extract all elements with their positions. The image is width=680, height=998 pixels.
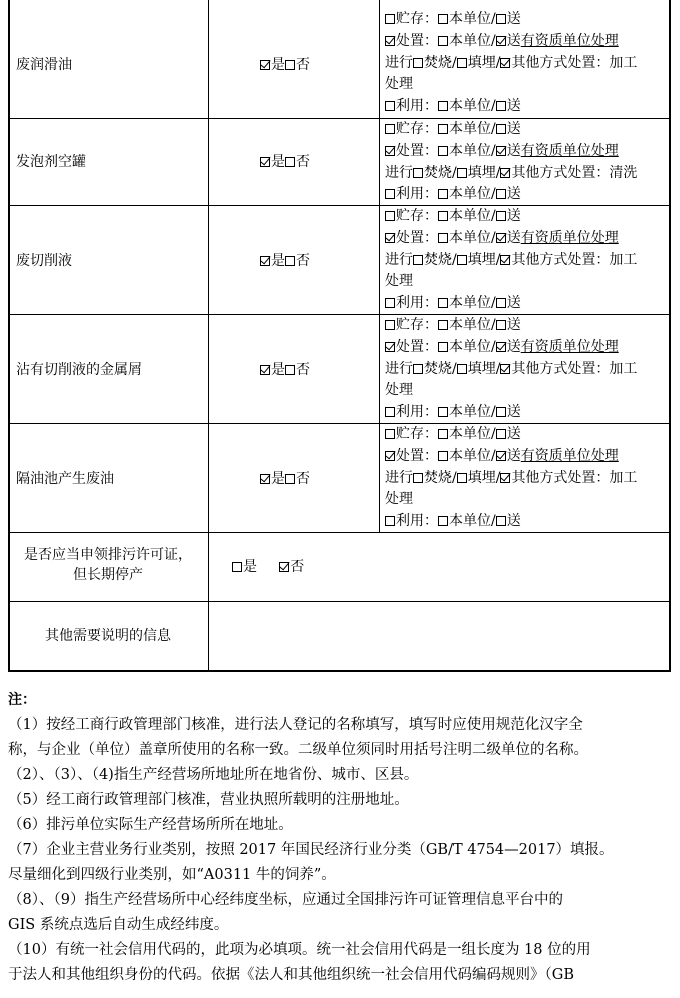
disposal-text: 本单位/ bbox=[449, 513, 496, 530]
note-line: 尽量细化到四级行业类别，如“A0311 牛的饲养”。 bbox=[8, 867, 336, 883]
checked-box-icon[interactable] bbox=[385, 36, 395, 46]
checkbox-icon[interactable] bbox=[385, 211, 395, 221]
disposal-text: 本单位/ bbox=[449, 186, 496, 203]
checkbox-icon[interactable] bbox=[385, 189, 395, 199]
note-line: （8）、（9）指生产经营场所中心经纬度坐标，应通过全国排污许可证管理信息平台中的 bbox=[8, 892, 563, 908]
disposal-text: 填埋/ bbox=[467, 251, 501, 268]
checkbox-icon[interactable] bbox=[438, 298, 448, 308]
disposal-text: 焚烧/ bbox=[424, 164, 457, 181]
disposal-text: 贮存： bbox=[396, 317, 438, 333]
disposal-text: 处置： bbox=[396, 447, 438, 464]
disposal-line bbox=[385, 206, 670, 228]
checked-box-icon[interactable] bbox=[496, 233, 506, 243]
disposal-text: 本单位/ bbox=[449, 295, 496, 312]
checked-box-icon[interactable] bbox=[500, 168, 510, 178]
disposal-text: 本单位/ bbox=[449, 32, 496, 49]
checkbox-icon[interactable] bbox=[496, 124, 506, 134]
disposal-text: 填埋/ bbox=[467, 164, 501, 181]
checkbox-icon[interactable] bbox=[438, 233, 448, 243]
disposal-line bbox=[385, 141, 670, 163]
checkbox-icon[interactable] bbox=[496, 407, 506, 417]
disposal-text: 利用： bbox=[396, 513, 438, 530]
underlined-text: 有资质单位处理 bbox=[520, 447, 619, 464]
checkbox-icon[interactable] bbox=[496, 516, 506, 526]
disposal-text: 送 bbox=[506, 98, 521, 115]
disposal-text: 进行 bbox=[385, 469, 413, 486]
disposal-text: 送 bbox=[506, 338, 521, 355]
checkbox-icon[interactable] bbox=[413, 364, 423, 374]
disposal-text: 本单位/ bbox=[449, 229, 496, 246]
disposal-text: 处置： bbox=[396, 142, 438, 159]
disposal-text: 本单位/ bbox=[449, 142, 496, 159]
checkbox-icon[interactable] bbox=[496, 14, 506, 24]
checked-box-icon[interactable] bbox=[496, 146, 506, 156]
checkbox-icon[interactable] bbox=[232, 562, 242, 572]
disposal-cell bbox=[385, 315, 670, 424]
checkbox-icon[interactable] bbox=[385, 407, 395, 417]
disposal-line bbox=[385, 53, 670, 75]
checkbox-icon[interactable] bbox=[413, 473, 423, 483]
disposal-text: 进行 bbox=[385, 360, 413, 377]
underlined-text: 有资质单位处理 bbox=[520, 338, 619, 355]
waste-yesno: 是 否 bbox=[260, 469, 310, 489]
permit-options: 是 否 bbox=[232, 557, 304, 577]
note-line: （7）企业主营业务行业类别，按照 2017 年国民经济行业分类（GB/T 4754—2017）填报。 bbox=[8, 842, 614, 858]
disposal-line bbox=[385, 31, 670, 53]
disposal-text: 贮存： bbox=[396, 121, 438, 137]
disposal-line bbox=[385, 315, 670, 337]
waste-name: 废切削液 bbox=[16, 253, 72, 269]
checkbox-icon[interactable] bbox=[413, 168, 423, 178]
disposal-text: 其他方式处置：加工 bbox=[511, 54, 638, 71]
checkbox-icon[interactable] bbox=[285, 256, 295, 266]
checkbox-icon[interactable] bbox=[438, 429, 448, 439]
disposal-text: 本单位/ bbox=[449, 447, 496, 464]
waste-yesno: 是 否 bbox=[260, 251, 310, 271]
note-line: GIS 系统点选后自动生成经纬度。 bbox=[8, 917, 229, 933]
disposal-text: 其他方式处置：清洗 bbox=[511, 164, 638, 181]
notes-title: 注： bbox=[8, 692, 36, 708]
permit-label: 是否应当申领排污许可证， 但长期停产 bbox=[24, 547, 192, 583]
checkbox-icon[interactable] bbox=[413, 255, 423, 265]
disposal-text: 利用： bbox=[396, 98, 438, 115]
checked-box-icon[interactable] bbox=[260, 60, 270, 70]
disposal-text: 焚烧/ bbox=[424, 54, 457, 71]
disposal-line bbox=[385, 228, 670, 250]
disposal-line bbox=[385, 468, 670, 490]
checked-box-icon[interactable] bbox=[260, 365, 270, 375]
disposal-line bbox=[385, 96, 670, 118]
checkbox-icon[interactable] bbox=[438, 516, 448, 526]
checked-box-icon[interactable] bbox=[279, 562, 289, 572]
disposal-text: 利用： bbox=[396, 295, 438, 312]
disposal-text: 本单位/ bbox=[449, 121, 496, 137]
disposal-text: 处置： bbox=[396, 338, 438, 355]
disposal-text: 其他方式处置：加工 bbox=[511, 469, 638, 486]
note-line: （5）经工商行政管理部门核准，营业执照所载明的注册地址。 bbox=[8, 792, 409, 808]
disposal-line bbox=[385, 489, 670, 511]
disposal-text: 焚烧/ bbox=[424, 251, 457, 268]
note-line: 于法人和其他组织身份的代码。依据《法人和其他组织统一社会信用代码编码规则》（GB bbox=[8, 967, 574, 983]
disposal-text: 本单位/ bbox=[449, 208, 496, 224]
disposal-cell bbox=[385, 119, 670, 206]
checkbox-icon[interactable] bbox=[438, 124, 448, 134]
disposal-line bbox=[385, 9, 670, 31]
disposal-text: 送 bbox=[506, 295, 521, 312]
disposal-text: 本单位/ bbox=[449, 317, 496, 333]
disposal-text: 焚烧/ bbox=[424, 469, 457, 486]
underlined-text: 有资质单位处理 bbox=[520, 142, 619, 159]
checkbox-icon[interactable] bbox=[438, 146, 448, 156]
disposal-text: 处理 bbox=[385, 382, 413, 399]
disposal-text: 送 bbox=[506, 513, 521, 530]
disposal-text: 送 bbox=[506, 208, 521, 224]
disposal-text: 焚烧/ bbox=[424, 360, 457, 377]
checkbox-icon[interactable] bbox=[457, 168, 467, 178]
underlined-text: 有资质单位处理 bbox=[520, 32, 619, 49]
checkbox-icon[interactable] bbox=[385, 516, 395, 526]
checkbox-icon[interactable] bbox=[496, 429, 506, 439]
notes-section bbox=[8, 688, 672, 988]
checkbox-icon[interactable] bbox=[385, 298, 395, 308]
checked-box-icon[interactable] bbox=[385, 146, 395, 156]
checked-box-icon[interactable] bbox=[496, 342, 506, 352]
disposal-text: 本单位/ bbox=[449, 338, 496, 355]
checkbox-icon[interactable] bbox=[496, 101, 506, 111]
disposal-text: 送 bbox=[506, 426, 521, 442]
disposal-text: 贮存： bbox=[396, 208, 438, 224]
checkbox-icon[interactable] bbox=[438, 36, 448, 46]
disposal-text: 送 bbox=[506, 404, 521, 421]
disposal-text: 处理 bbox=[385, 273, 413, 290]
disposal-line bbox=[385, 119, 670, 141]
disposal-line bbox=[385, 163, 670, 185]
note-line: （6）排污单位实际生产经营场所所在地址。 bbox=[8, 817, 293, 833]
checked-box-icon[interactable] bbox=[496, 451, 506, 461]
checkbox-icon[interactable] bbox=[385, 14, 395, 24]
checked-box-icon[interactable] bbox=[500, 364, 510, 374]
checkbox-icon[interactable] bbox=[438, 101, 448, 111]
disposal-text: 送 bbox=[506, 317, 521, 333]
disposal-text: 处理 bbox=[385, 491, 413, 508]
waste-name: 废润滑油 bbox=[16, 57, 72, 73]
disposal-cell bbox=[385, 206, 670, 315]
disposal-text: 送 bbox=[506, 229, 521, 246]
checkbox-icon[interactable] bbox=[457, 364, 467, 374]
disposal-text: 贮存： bbox=[396, 426, 438, 442]
checkbox-icon[interactable] bbox=[385, 429, 395, 439]
waste-yesno: 是 否 bbox=[260, 152, 310, 172]
disposal-text: 本单位/ bbox=[449, 404, 496, 421]
checkbox-icon[interactable] bbox=[438, 14, 448, 24]
table-border-bottom bbox=[8, 670, 671, 672]
disposal-text: 本单位/ bbox=[449, 98, 496, 115]
waste-name: 隔油池产生废油 bbox=[16, 471, 114, 487]
disposal-text: 本单位/ bbox=[449, 11, 496, 27]
checked-box-icon[interactable] bbox=[500, 473, 510, 483]
disposal-line bbox=[385, 250, 670, 272]
checkbox-icon[interactable] bbox=[496, 189, 506, 199]
checkbox-icon[interactable] bbox=[438, 342, 448, 352]
note-line: （1）按经工商行政管理部门核准，进行法人登记的名称填写，填写时应使用规范化汉字全 bbox=[8, 717, 583, 733]
checked-box-icon[interactable] bbox=[500, 58, 510, 68]
checked-box-icon[interactable] bbox=[500, 255, 510, 265]
row-divider bbox=[8, 601, 671, 602]
disposal-text: 填埋/ bbox=[467, 360, 501, 377]
checkbox-icon[interactable] bbox=[438, 320, 448, 330]
checked-box-icon[interactable] bbox=[385, 233, 395, 243]
disposal-text: 送 bbox=[506, 121, 521, 137]
disposal-text: 填埋/ bbox=[467, 54, 501, 71]
checkbox-icon[interactable] bbox=[438, 451, 448, 461]
disposal-line bbox=[385, 271, 670, 293]
checkbox-icon[interactable] bbox=[438, 189, 448, 199]
disposal-line bbox=[385, 293, 670, 315]
disposal-cell bbox=[385, 9, 670, 118]
checkbox-icon[interactable] bbox=[496, 211, 506, 221]
disposal-line bbox=[385, 337, 670, 359]
checked-box-icon[interactable] bbox=[260, 474, 270, 484]
waste-name: 沾有切削液的金属屑 bbox=[16, 362, 142, 378]
checked-box-icon[interactable] bbox=[385, 342, 395, 352]
disposal-text: 本单位/ bbox=[449, 426, 496, 442]
waste-yesno: 是 否 bbox=[260, 55, 310, 75]
disposal-text: 送 bbox=[506, 186, 521, 203]
checkbox-icon[interactable] bbox=[438, 211, 448, 221]
checkbox-icon[interactable] bbox=[385, 124, 395, 134]
disposal-text: 进行 bbox=[385, 164, 413, 181]
checkbox-icon[interactable] bbox=[285, 157, 295, 167]
checkbox-icon[interactable] bbox=[285, 474, 295, 484]
checkbox-icon[interactable] bbox=[413, 58, 423, 68]
disposal-line bbox=[385, 402, 670, 424]
disposal-text: 其他方式处置：加工 bbox=[511, 251, 638, 268]
disposal-text: 利用： bbox=[396, 404, 438, 421]
disposal-line bbox=[385, 359, 670, 381]
checkbox-icon[interactable] bbox=[496, 320, 506, 330]
disposal-text: 处置： bbox=[396, 229, 438, 246]
disposal-line bbox=[385, 74, 670, 96]
disposal-text: 处理 bbox=[385, 76, 413, 93]
disposal-text: 利用： bbox=[396, 186, 438, 203]
disposal-text: 进行 bbox=[385, 54, 413, 71]
disposal-text: 处置： bbox=[396, 32, 438, 49]
disposal-text: 其他方式处置：加工 bbox=[511, 360, 638, 377]
disposal-text: 送 bbox=[506, 32, 521, 49]
disposal-line bbox=[385, 424, 670, 446]
waste-table bbox=[8, 0, 671, 672]
waste-name: 发泡剂空罐 bbox=[16, 154, 86, 170]
checkbox-icon[interactable] bbox=[385, 101, 395, 111]
checkbox-icon[interactable] bbox=[285, 60, 295, 70]
checked-box-icon[interactable] bbox=[385, 451, 395, 461]
checkbox-icon[interactable] bbox=[457, 58, 467, 68]
disposal-cell bbox=[385, 424, 670, 533]
disposal-text: 填埋/ bbox=[467, 469, 501, 486]
column-divider-1 bbox=[208, 0, 209, 670]
disposal-text: 送 bbox=[506, 447, 521, 464]
disposal-line bbox=[385, 446, 670, 468]
disposal-line bbox=[385, 380, 670, 402]
disposal-text: 送 bbox=[506, 11, 521, 27]
note-line: （10）有统一社会信用代码的，此项为必填项。统一社会信用代码是一组长度为 18 位的用 bbox=[8, 942, 591, 958]
note-line: 称，与企业（单位）盖章所使用的名称一致。二级单位须同时用括号注明二级单位的名称。 bbox=[8, 742, 588, 758]
checkbox-icon[interactable] bbox=[496, 298, 506, 308]
disposal-text: 进行 bbox=[385, 251, 413, 268]
checkbox-icon[interactable] bbox=[457, 473, 467, 483]
waste-yesno: 是 否 bbox=[260, 360, 310, 380]
underlined-text: 有资质单位处理 bbox=[520, 229, 619, 246]
other-info-label: 其他需要说明的信息 bbox=[45, 628, 171, 644]
column-divider-2 bbox=[379, 0, 380, 532]
disposal-text: 送 bbox=[506, 142, 521, 159]
disposal-text: 贮存： bbox=[396, 11, 438, 27]
note-line: （2）、（3）、（4)指生产经营场所地址所在地省份、城市、区县。 bbox=[8, 767, 419, 783]
checkbox-icon[interactable] bbox=[457, 255, 467, 265]
disposal-line bbox=[385, 511, 670, 533]
checked-box-icon[interactable] bbox=[260, 256, 270, 266]
disposal-line bbox=[385, 184, 670, 206]
checkbox-icon[interactable] bbox=[438, 407, 448, 417]
checkbox-icon[interactable] bbox=[285, 365, 295, 375]
checked-box-icon[interactable] bbox=[260, 157, 270, 167]
checked-box-icon[interactable] bbox=[496, 36, 506, 46]
checkbox-icon[interactable] bbox=[385, 320, 395, 330]
